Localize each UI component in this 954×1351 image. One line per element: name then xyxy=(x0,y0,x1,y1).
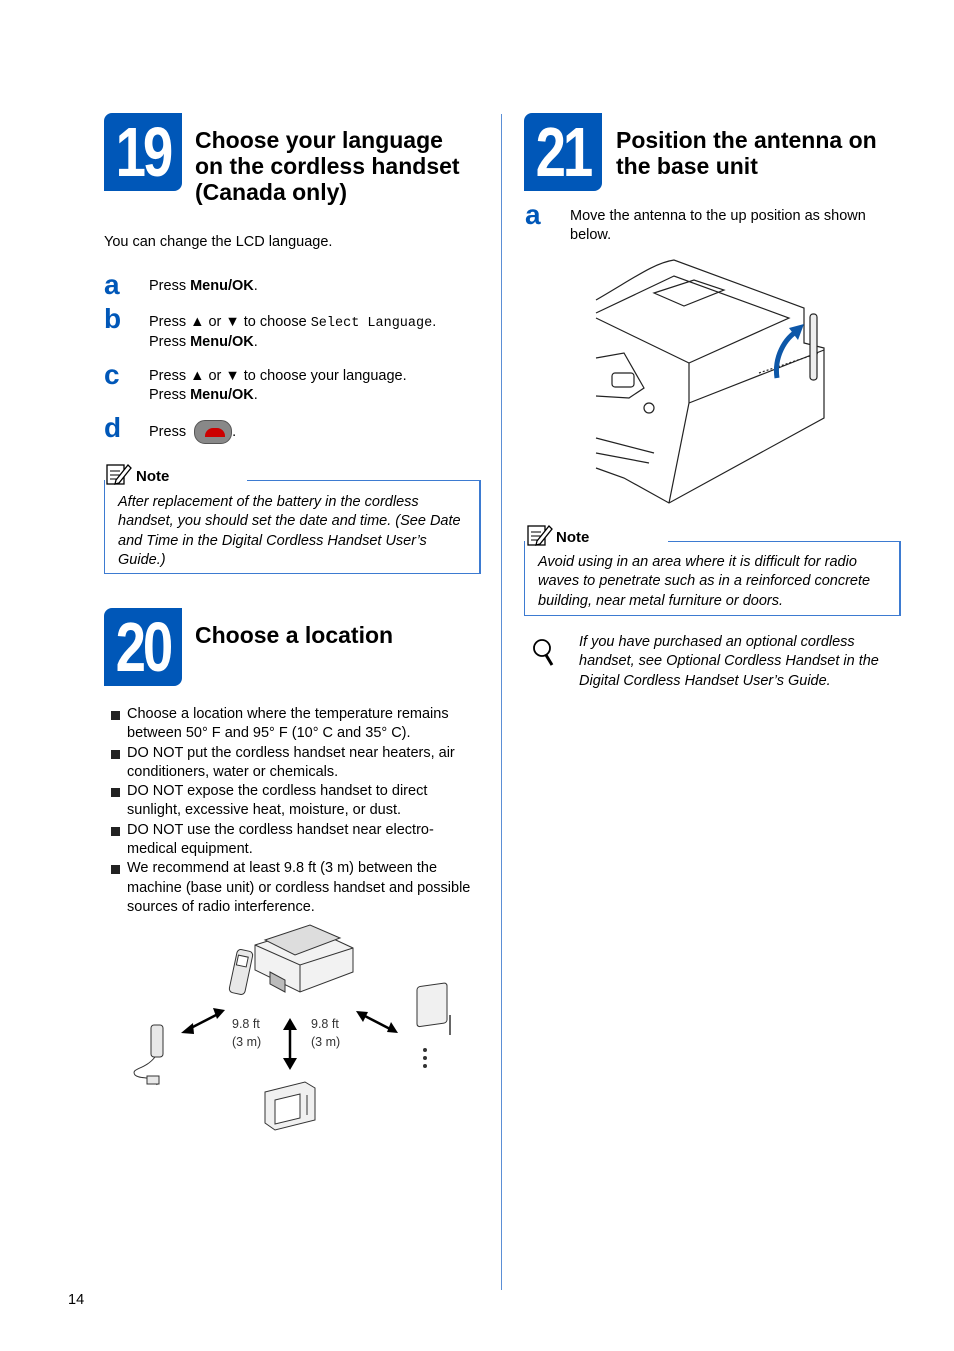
step-letter-a: a xyxy=(104,269,120,300)
column-divider xyxy=(501,114,502,1290)
step-21-title: Position the antenna on the base unit xyxy=(616,127,877,179)
list-item: DO NOT put the cordless handset near heaters, air conditioners, water or chemicals. xyxy=(105,744,483,783)
end-call-button-icon xyxy=(194,420,232,444)
microwave-illustration xyxy=(265,1082,315,1130)
list-item: We recommend at least 9.8 ft (3 m) between the machine (base unit) or cordless handset and possible sources of radio interference. xyxy=(105,859,483,917)
printer-illustration xyxy=(255,920,353,992)
step-19-badge: 19 xyxy=(104,113,182,191)
phone-with-cable-illustration xyxy=(134,1025,163,1085)
list-item: DO NOT expose the cordless handset to direct sunlight, excessive heat, moisture, or dust. xyxy=(105,782,483,821)
distance-label-left: 9.8 ft (3 m) xyxy=(232,1017,262,1049)
page-number: 14 xyxy=(68,1292,85,1308)
step-20-badge: 20 xyxy=(104,608,182,686)
list-item: DO NOT use the cordless handset near electro-medical equipment. xyxy=(105,821,483,860)
location-diagram xyxy=(125,920,465,1135)
antenna xyxy=(810,314,817,380)
note-text-19: After replacement of the battery in the cordless handset, you should set the date and time. (See Date and Time in the Digital Cordless Handset User’s Guide.) xyxy=(118,494,461,568)
reference-text: If you have purchased an optional cordless handset, see Optional Cordless Handset in the Digital Cordless Handset User’s Guide. xyxy=(579,634,879,689)
step-letter-c: c xyxy=(104,359,120,390)
step-21-badge: 21 xyxy=(524,113,602,191)
list-item: Choose a location where the temperature remains between 50° F and 95° F (10° C and 35° C). xyxy=(105,705,483,744)
step-20-bullet-list xyxy=(105,705,483,917)
up-arrow-icon xyxy=(776,324,804,378)
note-label: Note xyxy=(136,468,170,485)
magnifier-icon xyxy=(530,637,556,669)
step-20-title: Choose a location xyxy=(195,622,394,648)
step-21a-text: Move the antenna to the up position as shown below. xyxy=(570,208,866,244)
step-letter-b: b xyxy=(104,303,122,334)
distance-arrows xyxy=(181,1008,398,1070)
note-label: Note xyxy=(556,529,590,546)
step-letter-a: a xyxy=(525,199,541,230)
cordless-handset-illustration xyxy=(229,949,254,995)
step-19b-text: Press ▲ or ▼ to choose Select Language. Press Menu/OK. xyxy=(149,314,437,351)
note-text-21: Avoid using in an area where it is difficult for radio waves to penetrate such as in a reinforced concrete building, near metal furniture or doors. xyxy=(538,554,871,609)
wifi-router-illustration xyxy=(417,983,450,1068)
step-19-intro: You can change the LCD language. xyxy=(104,234,333,250)
step-letter-d: d xyxy=(104,412,122,443)
note-right-rule xyxy=(479,480,480,574)
step-19c-text: Press ▲ or ▼ to choose your language. Press Menu/OK. xyxy=(149,368,407,404)
base-unit-antenna-illustration xyxy=(594,258,826,504)
note-right-rule xyxy=(899,541,900,616)
distance-label-right: 9.8 ft (3 m) xyxy=(311,1017,341,1049)
step-19-title: Choose your language on the cordless handset (Canada only) xyxy=(195,127,460,205)
step-19d-text: Press . xyxy=(149,420,236,444)
step-19a-text: Press Menu/OK. xyxy=(149,278,258,294)
